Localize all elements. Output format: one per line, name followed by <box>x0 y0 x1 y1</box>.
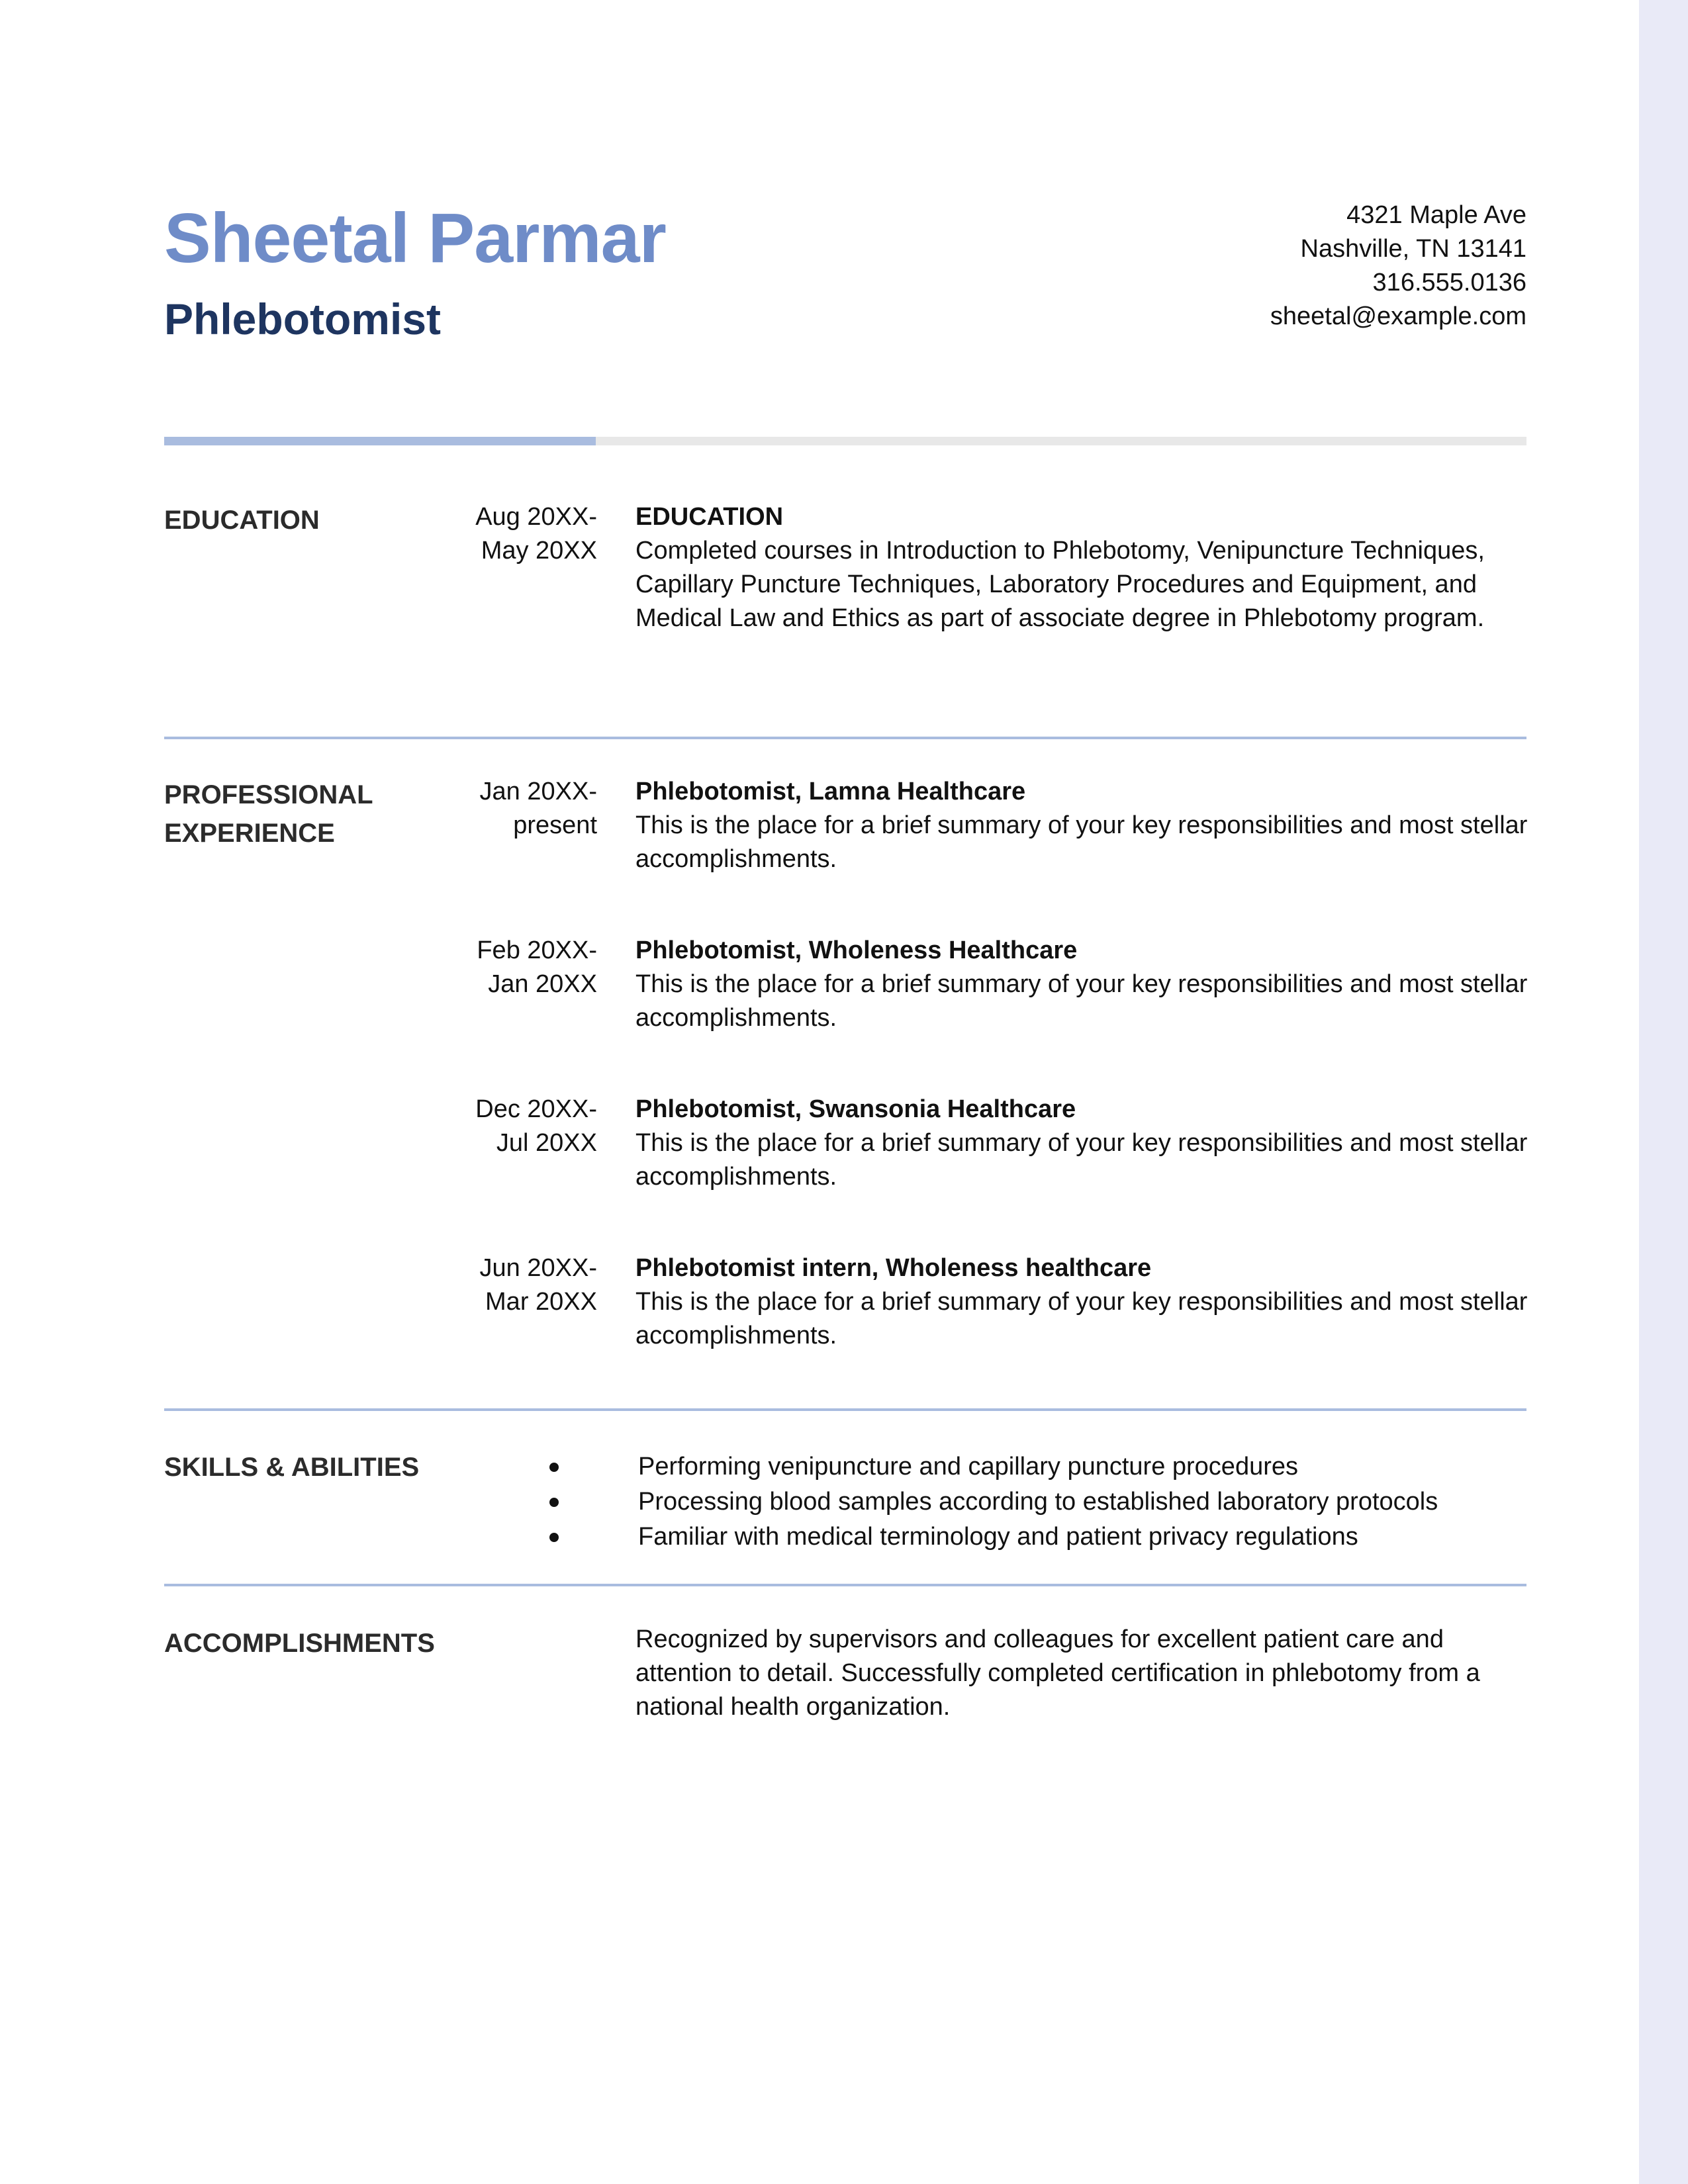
skill-text: Familiar with medical terminology and patient privacy regulations <box>638 1523 1358 1551</box>
job-summary: This is the place for a brief summary of your key responsibilities and most stellar accomplishments. <box>635 970 1528 1032</box>
contact-address-line1: 4321 Maple Ave <box>1346 201 1526 229</box>
job-title: Phlebotomist, Lamna Healthcare <box>635 778 1026 805</box>
job-date-end: Mar 20XX <box>485 1288 597 1316</box>
bullet-icon <box>549 1449 559 1484</box>
job-date-start: Jun 20XX- <box>479 1254 597 1282</box>
candidate-name: Sheetal Parmar <box>164 199 666 277</box>
page-side-band <box>1639 0 1688 2184</box>
header-rule <box>164 437 1526 445</box>
job-summary: This is the place for a brief summary of your key responsibilities and most stellar accomplishments. <box>635 811 1528 873</box>
accomplishments-entry <box>635 1623 1529 1724</box>
contact-email: sheetal@example.com <box>1270 302 1526 330</box>
job-dates <box>475 1093 597 1160</box>
job-dates <box>480 775 597 842</box>
header-rule-accent <box>164 437 596 445</box>
job-title: Phlebotomist intern, Wholeness healthcare <box>635 1254 1152 1282</box>
job-title: Phlebotomist, Wholeness Healthcare <box>635 936 1078 964</box>
experience-heading-line1: PROFESSIONAL <box>164 780 373 809</box>
job-entry <box>635 1093 1529 1194</box>
skills-heading: SKILLS & ABILITIES <box>164 1453 420 1482</box>
job-entry <box>635 1251 1529 1353</box>
job-summary: This is the place for a brief summary of your key responsibilities and most stellar accomplishments. <box>635 1288 1528 1349</box>
job-date-end: Jan 20XX <box>488 970 597 998</box>
job-date-end: Jul 20XX <box>496 1129 597 1157</box>
education-entry-text: Completed courses in Introduction to Phlebotomy, Venipuncture Techniques, Capillary Puncture Techniques, Laboratory Procedures and Equipment, and Medical Law and Ethics as part of associate degree in Phlebotomy program. <box>635 537 1485 632</box>
experience-heading <box>164 776 373 852</box>
job-entry <box>635 775 1529 876</box>
job-date-start: Feb 20XX- <box>477 936 597 964</box>
accomplishments-text: Recognized by supervisors and colleagues for excellent patient care and attention to detail. Successfully completed certification in phlebotomy from a national health organization. <box>635 1625 1480 1721</box>
contact-address-line2: Nashville, TN 13141 <box>1300 235 1526 263</box>
skill-item <box>549 1520 1438 1555</box>
skill-item <box>549 1484 1438 1520</box>
section-divider <box>164 737 1526 739</box>
experience-heading-line2: EXPERIENCE <box>164 819 335 848</box>
education-dates <box>475 500 597 568</box>
job-date-start: Dec 20XX- <box>475 1095 597 1123</box>
contact-phone: 316.555.0136 <box>1372 269 1526 296</box>
job-dates <box>477 934 597 1001</box>
job-entry <box>635 934 1529 1035</box>
candidate-job-title: Phlebotomist <box>164 295 442 343</box>
job-dates <box>480 1251 597 1319</box>
job-title: Phlebotomist, Swansonia Healthcare <box>635 1095 1076 1123</box>
job-date-start: Jan 20XX- <box>479 778 597 805</box>
education-entry-title: EDUCATION <box>635 503 784 531</box>
education-date-end: May 20XX <box>481 537 597 565</box>
skill-text: Performing venipuncture and capillary puncture procedures <box>638 1453 1298 1480</box>
skill-item <box>549 1449 1438 1484</box>
bullet-icon <box>549 1520 559 1555</box>
education-heading: EDUCATION <box>164 506 320 535</box>
accomplishments-heading: ACCOMPLISHMENTS <box>164 1629 435 1658</box>
education-entry <box>635 500 1529 635</box>
section-divider <box>164 1408 1526 1411</box>
skill-text: Processing blood samples according to established laboratory protocols <box>638 1488 1438 1516</box>
skills-list <box>549 1449 1438 1555</box>
job-date-end: present <box>513 811 597 839</box>
bullet-icon <box>549 1484 559 1520</box>
contact-block <box>1270 199 1526 334</box>
education-date-start: Aug 20XX- <box>475 503 597 531</box>
section-divider <box>164 1584 1526 1586</box>
job-summary: This is the place for a brief summary of your key responsibilities and most stellar accomplishments. <box>635 1129 1528 1191</box>
